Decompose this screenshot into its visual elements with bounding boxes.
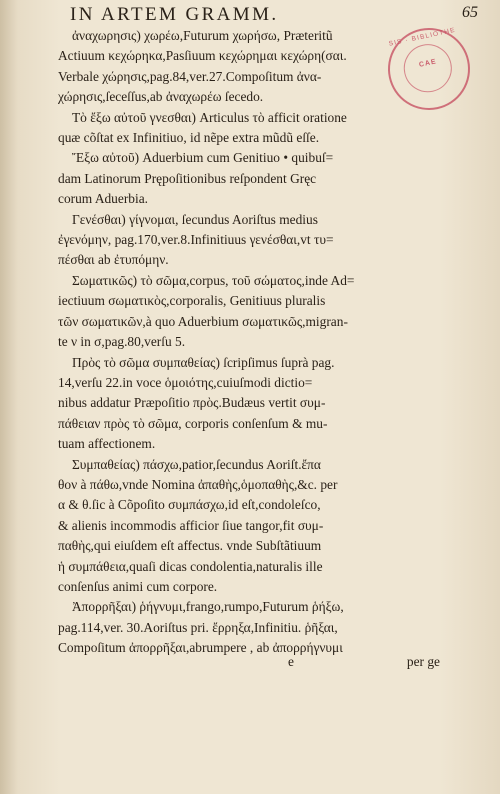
text-line: πάθειαν πρὸς τὸ σῶμα, corporis conſenſum & mu- <box>58 415 328 431</box>
stamp-arc-text: SIS · BIBLIOTHE <box>388 26 457 48</box>
text-line: tuam affectionem. <box>58 436 156 452</box>
text-line: quæ cõſtat ex Infinitiuo, id nẽpe extra mũdũ eſſe. <box>58 130 320 146</box>
text-line: Τὸ ἔξω αὐτοῦ γνεσθαι) Articulus τὸ afficit oratione <box>72 109 347 125</box>
text-line: nibus addatur Præpoſitio πρὸς.Budæus vertit συμ- <box>58 395 326 411</box>
text-line: ἐγενόμην, pag.170,ver.8.Infinitiuus γενέσθαι,vt τυ= <box>58 232 334 248</box>
commentary-text <box>58 26 458 659</box>
text-line: Συμπαθείας) πάσχω,patior,ſecundus Aoriſt.ἔπα <box>72 456 321 472</box>
text-line: ἡ συμπάθεια,quaſi dicas condolentia,naturalis ille <box>58 558 323 574</box>
text-line: 14,verſu 22.in voce ὁμοιότης,cuiuſmodi dictio= <box>58 374 313 390</box>
catchword: per ge <box>406 654 440 669</box>
text-line: Actiuum κεχώρηκα,Pasſiuum κεχώρημαι κεχώρη(σαι. <box>58 48 347 64</box>
page-header <box>70 4 478 26</box>
text-line: Verbale χώρησις,pag.84,ver.27.Compoſitum ἀνα- <box>58 68 322 84</box>
text-line: Γενέσθαι) γίγνομαι, ſecundus Aoriſtus medius <box>72 211 318 227</box>
text-line: dam Latinorum Prępoſitionibus reſpondent Gręc <box>58 170 317 186</box>
catch-line <box>58 654 458 674</box>
running-head: IN ARTEM GRAMM. <box>70 4 279 25</box>
text-line: παθὴς,qui eiuſdem eſt affectus. vnde Subſtãtiuum <box>58 538 322 554</box>
page-number: 65 <box>462 4 478 21</box>
stamp-center-text: CAE <box>418 58 438 69</box>
text-line: corum Aduerbia. <box>58 191 148 207</box>
text-line: Compoſitum ἀπορρῆξαι,abrumpere , ab ἀπορρήγνυμι <box>58 640 343 656</box>
text-line: te ν in σ,pag.80,verſu 5. <box>58 334 186 350</box>
text-line: ἀναχωρησις) χωρέω,Futurum χωρήσω, Præteritũ <box>72 28 333 43</box>
text-line: Ἔξω αὐτοῦ) Aduerbium cum Genitiuo • quibuſ= <box>72 150 334 166</box>
text-line: pag.114,ver. 30.Aoriſtus pri. ἔρρηξα,Infinitiu. ῥῆξαι, <box>58 619 338 635</box>
text-line: τῶν σωματικῶν,à quo Aduerbium σωματικῶς,migran- <box>58 313 348 329</box>
text-line: θον à πάθω,vnde Nomina ἀπαθὴς,ὁμοπαθὴς,&c. per <box>58 476 338 492</box>
signature-mark: e <box>288 654 294 669</box>
text-line: Σωματικῶς) τὸ σῶμα,corpus, τοῦ σώματος,inde Ad= <box>72 272 355 288</box>
text-line: πέσθαι ab ἐτυπόμην. <box>58 252 169 268</box>
text-line: & alienis incommodis afficior ſiue tangor,fit συμ- <box>58 517 324 533</box>
text-line: Ἀπορρῆξαι) ῥήγνυμι,frango,rumpo,Futurum ῥήξω, <box>72 599 344 615</box>
text-line: conſenſus animi cum corpore. <box>58 578 218 594</box>
text-line: χώρησις,ſeceſſus,ab ἀναχωρέω ſecedo. <box>58 89 264 105</box>
text-line: Πρὸς τὸ σῶμα συμπαθείας) ſcripſimus ſuprà pag. <box>72 354 335 370</box>
text-line: iectiuum σωματικὸς,corporalis, Genitiuus pluralis <box>58 293 326 309</box>
text-line: α & θ.ſic à Cõpoſito συμπάσχω,id eſt,condoleſco, <box>58 497 321 513</box>
